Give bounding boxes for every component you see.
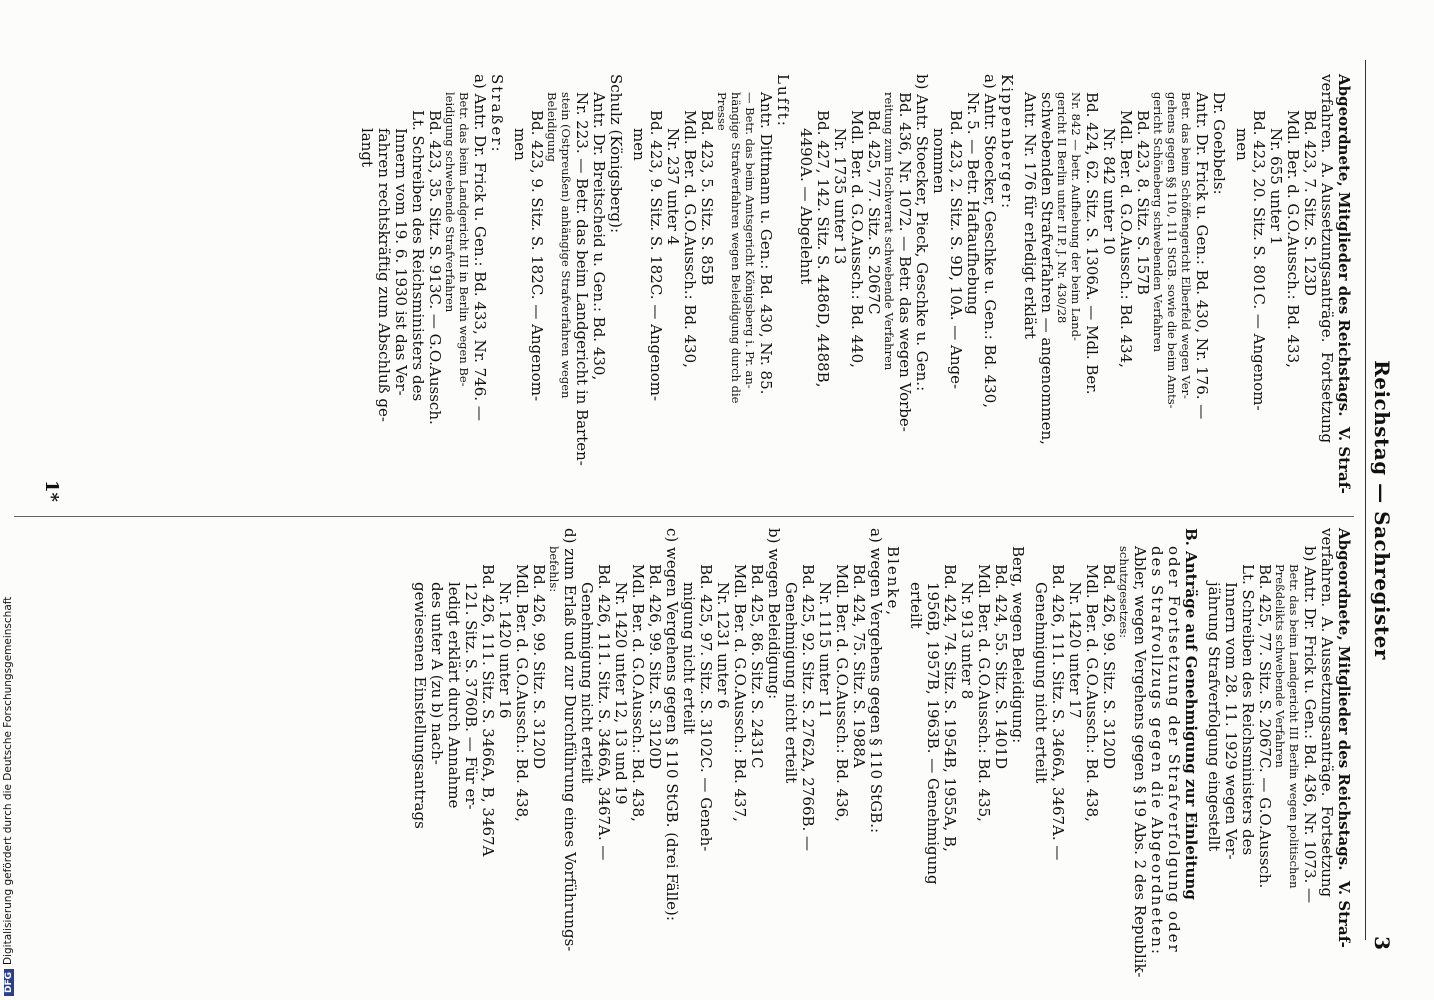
text-line: Bd. 425, 86. Sitz. S. 2431C xyxy=(748,564,766,769)
text-line: Bd. 423, 20. Sitz. S. 801C. — Angenom- xyxy=(1250,110,1268,411)
text-line: Genehmigung nicht erteilt xyxy=(1032,582,1050,784)
text-line: Bd. 426, 99. Sitz. S. 3120D xyxy=(1100,564,1118,769)
text-line: erteilt xyxy=(907,582,925,629)
text-line: Betr. das beim Schöffengericht Elberfeld wegen Ver- xyxy=(1179,92,1193,399)
text-line: befehls: xyxy=(547,546,561,593)
text-line: verfahren. A. Aussetzungsanträge. Fortsetzung xyxy=(1318,528,1336,898)
text-line: Mdl. Ber. d. G.O.Aussch.: Bd. 438, xyxy=(629,564,647,822)
text-line: Bd. 426, 99. Sitz. S. 3120D xyxy=(646,564,664,769)
text-line: jährung Strafverfolgung eingestellt xyxy=(1205,582,1223,852)
signature-mark: 1* xyxy=(41,480,62,502)
text-line: Presse xyxy=(715,92,729,131)
text-line: a) wegen Vergehens gegen § 110 StGB.: xyxy=(867,528,885,834)
text-line: Nr. 5. — Betr. Haftaufhebung xyxy=(964,92,982,315)
text-line: Preßdelikts schwebende Verfahren xyxy=(1273,564,1287,768)
text-line: a) Antr. Dr. Frick u. Gen.: Bd. 433, Nr. 746. — xyxy=(471,74,489,421)
text-line: Nr. 1231 unter 6 xyxy=(714,582,732,709)
text-line: Mdl. Ber. d. G.O.Aussch.: Bd. 440, xyxy=(848,110,866,368)
text-line: 121. Sitz. S. 3760B. — Für er- xyxy=(462,582,480,810)
text-line: Bd. 423, 35. Sitz. S. 913C. — G.O.Aussch. xyxy=(426,110,444,425)
text-line: a) Antr. Stoecker, Geschke u. Gen.: Bd. 430, xyxy=(981,74,999,408)
text-line: B. Anträge auf Genehmigung zur Einleitung xyxy=(1182,528,1200,900)
text-line: Bd. 423, 9. Sitz. S. 182C. — Angenom- xyxy=(647,110,665,402)
text-line: Bd. 423, 7. Sitz. S. 123D xyxy=(1301,110,1319,296)
text-line: d) zum Erlaß und zur Durchführung eines Vorführungs- xyxy=(561,528,579,952)
text-line: schutzgesetzes: xyxy=(1117,546,1131,638)
text-line: Straßer: xyxy=(488,74,506,154)
text-line: Nr. 1420 unter 17 xyxy=(1066,582,1084,719)
text-line: Bd. 424, 55. Sitz. S. 1401D xyxy=(992,564,1010,769)
dfg-attribution xyxy=(2,596,18,996)
text-line: Bd. 427, 142. Sitz. S. 4486D, 4488B, xyxy=(814,110,832,388)
text-line: Bd. 423, 2. Sitz. S. 9D, 10A. — Ange- xyxy=(947,110,965,390)
text-line: c) wegen Vergehens gegen § 110 StGB. (drei Fälle): xyxy=(663,528,681,921)
text-line: b) Antr. Dr. Frick u. Gen.: Bd. 436, Nr. 1073. — xyxy=(1301,546,1319,904)
text-line: Lufft: xyxy=(774,74,792,128)
text-line: Nr. 655 unter 1 xyxy=(1267,128,1285,246)
text-line: Nr. 1735 unter 13 xyxy=(831,128,849,265)
text-line: Mdl. Ber. d. G.O.Aussch.: Bd. 433, xyxy=(1284,110,1302,368)
left-column xyxy=(358,74,1352,514)
text-line: men xyxy=(630,128,648,161)
text-line: gericht Schöneberg schwebenden Verfahren xyxy=(1151,92,1165,352)
text-line: ledigt erklärt durch Annahme xyxy=(445,582,463,809)
text-line: Abler, wegen Vergehens gegen § 19 Abs. 2 des Republik- xyxy=(1131,546,1149,978)
text-line: Abgeordnete, Mitglieder des Reichstags. V. Straf- xyxy=(1335,74,1353,494)
text-line: nommen xyxy=(930,128,948,194)
page-header xyxy=(1354,70,1394,950)
text-line: verfahren. A. Aussetzungsanträge. Fortsetzung xyxy=(1318,74,1336,444)
text-line: Bd. 436, Nr. 1072. — Betr. das wegen Vorbe- xyxy=(896,92,914,432)
text-line: Bd. 425, 77. Sitz. S. 2067C. — G.O.Aussch. xyxy=(1256,564,1274,889)
text-line: Antr. Dittmann u. Gen.: Bd. 430, Nr. 85. xyxy=(757,92,775,395)
text-line: reitung zum Hochverrat schwebende Verfahren xyxy=(882,92,896,371)
text-line: oder Fortsetzung der Strafverfolgung oder xyxy=(1165,546,1183,954)
text-line: gehens gegen §§ 110, 111 StGB. sowie die beim Amts- xyxy=(1165,92,1179,409)
text-line: Bd. 426, 99. Sitz. S. 3120D xyxy=(530,564,548,769)
text-line: Abgeordnete, Mitglieder des Reichstags. V. Straf- xyxy=(1335,528,1353,948)
text-line: Bd. 424, 75. Sitz. S. 1988A xyxy=(850,564,868,768)
text-line: Blenke, xyxy=(884,546,902,618)
text-line: Bd. 424, 74. Sitz. S. 1954B, 1955A, B, xyxy=(941,564,959,852)
text-line: Nr. 237 unter 4 xyxy=(664,128,682,246)
text-line: Mdl. Ber. d. G.O.Aussch.: Bd. 437, xyxy=(731,564,749,822)
text-line: Dr. Goebbels: xyxy=(1210,92,1228,195)
text-line: Bd. 425, 97. Sitz. S. 3102C. — Geneh- xyxy=(697,564,715,852)
text-line: Bd. 426, 111. Sitz. S. 3466A, B, 3467A xyxy=(479,564,497,857)
column-divider xyxy=(14,516,1354,517)
text-line: Mdl. Ber. d. G.O.Aussch.: Bd. 435, xyxy=(975,564,993,822)
text-line: — Betr. das beim Amtsgericht Königsberg i. Pr. an- xyxy=(743,92,757,389)
text-line: Bd. 426, 111. Sitz. S. 3466A, 3467A. — xyxy=(595,564,613,861)
header-rule xyxy=(1365,60,1366,940)
text-line: Antr. Dr. Breitscheid u. Gen.: Bd. 430, xyxy=(590,92,608,381)
text-line: Bd. 426, 111. Sitz. S. 3466A, 3467A. — xyxy=(1049,564,1067,861)
text-line: Mdl. Ber. d. G.O.Aussch.: Bd. 434, xyxy=(1117,110,1135,368)
text-line: men xyxy=(511,128,529,161)
text-line: Schulz (Königsberg): xyxy=(607,74,625,234)
text-line: Lt. Schreiben des Reichsministers des xyxy=(409,110,427,402)
right-column xyxy=(411,528,1353,978)
text-line: Nr. 223. — Betr. das beim Landgericht in Barten- xyxy=(573,92,591,466)
text-line: des Strafvollzugs gegen die Abgeordneten: xyxy=(1148,546,1166,956)
text-line: Bd. 423, 9. Sitz. S. 182C. — Angenom- xyxy=(528,110,546,402)
text-line: stein (Ostpreußen) anhängige Strafverfahren wegen xyxy=(559,92,573,399)
text-line: fahren rechtskräftig zum Abschluß ge- xyxy=(375,128,393,422)
text-line: Antr. Nr. 176 für erledigt erklärt xyxy=(1021,92,1039,339)
text-line: Bd. 425, 92. Sitz. S. 2762A, 2766B. — xyxy=(799,564,817,852)
text-line: Bd. 423, 8. Sitz. S. 157B xyxy=(1134,110,1152,295)
text-line: Nr. 842 — betr. Aufhebung der beim Land- xyxy=(1069,92,1083,341)
text-line: Innern vom 28. 11. 1929 wegen Ver- xyxy=(1222,582,1240,860)
text-line: Nr. 913 unter 8 xyxy=(958,582,976,700)
text-line: Betr. das beim Landgericht III Berlin wegen politischen xyxy=(1287,564,1301,889)
text-line: Bd. 425, 77. Sitz. S. 2067C xyxy=(865,110,883,315)
text-line: Berg, wegen Beleidigung: xyxy=(1009,546,1027,744)
text-line: Genehmigung nicht erteilt xyxy=(578,582,596,784)
text-line: b) Antr. Stoecker, Pieck, Geschke u. Gen.: xyxy=(913,74,931,392)
text-line: des unter A (zu b) nach- xyxy=(428,582,446,765)
attribution-text: Digitalisierung gefördert durch die Deutsche Forschungsgemeinschaft xyxy=(2,596,14,965)
page-number: 3 xyxy=(1370,936,1394,950)
text-line: Mdl. Ber. d. G.O.Aussch.: Bd. 438, xyxy=(1083,564,1101,822)
text-line: gewiesenen Einstellungsantrags xyxy=(411,582,429,829)
text-line: hängige Strafverfahren wegen Beleidigung durch die xyxy=(729,92,743,404)
text-line: b) wegen Beleidigung: xyxy=(765,528,783,700)
text-line: Nr. 1115 unter 11 xyxy=(816,582,834,719)
text-line: Antr. Dr. Frick u. Gen.: Bd. 430, Nr. 176. — xyxy=(1193,92,1211,420)
text-line: Nr. 1420 unter 16 xyxy=(496,582,514,719)
text-line: migung nicht erteilt xyxy=(680,582,698,735)
dfg-logo: DFG xyxy=(4,969,14,996)
text-line: Betr. das beim Landgericht III in Berlin wegen Be- xyxy=(457,92,471,387)
text-line: Lt. Schreiben des Reichsministers des xyxy=(1239,564,1257,856)
text-line: Nr. 842 unter 10 xyxy=(1100,128,1118,255)
text-line: Beleidigung xyxy=(545,92,559,162)
text-line: Mdl. Ber. d. G.O.Aussch.: Bd. 430, xyxy=(681,110,699,368)
text-line: gericht II Berlin unter II P. J. Nr. 430/28 xyxy=(1055,92,1069,324)
text-line: langt xyxy=(358,128,376,168)
text-line: Kippenberger: xyxy=(998,74,1016,211)
text-line: Bd. 423, 5. Sitz. S. 85B xyxy=(698,110,716,286)
text-line: Bd. 424, 62. Sitz. S. 1306A. — Mdl. Ber. xyxy=(1083,92,1101,395)
text-line: Genehmigung nicht erteilt xyxy=(782,582,800,784)
text-line: 4490A. — Abgelehnt xyxy=(797,128,815,285)
text-line: Mdl. Ber. d. G.O.Aussch.: Bd. 436, xyxy=(833,564,851,822)
text-line: leidigung schwebende Strafverfahren xyxy=(443,92,457,313)
text-line: 1956B, 1957B, 1963B. — Genehmigung xyxy=(924,582,942,885)
running-title: Reichstag — Sachregister xyxy=(1370,360,1394,660)
text-line: Nr. 1420 unter 12, 13 und 19 xyxy=(612,582,630,805)
text-line: men xyxy=(1233,128,1251,161)
text-line: schwebenden Strafverfahren — angenommen, xyxy=(1038,92,1056,445)
text-line: Innern vom 19. 6. 1930 ist das Ver- xyxy=(392,128,410,396)
text-line: Mdl. Ber. d. G.O.Aussch.: Bd. 438, xyxy=(513,564,531,822)
